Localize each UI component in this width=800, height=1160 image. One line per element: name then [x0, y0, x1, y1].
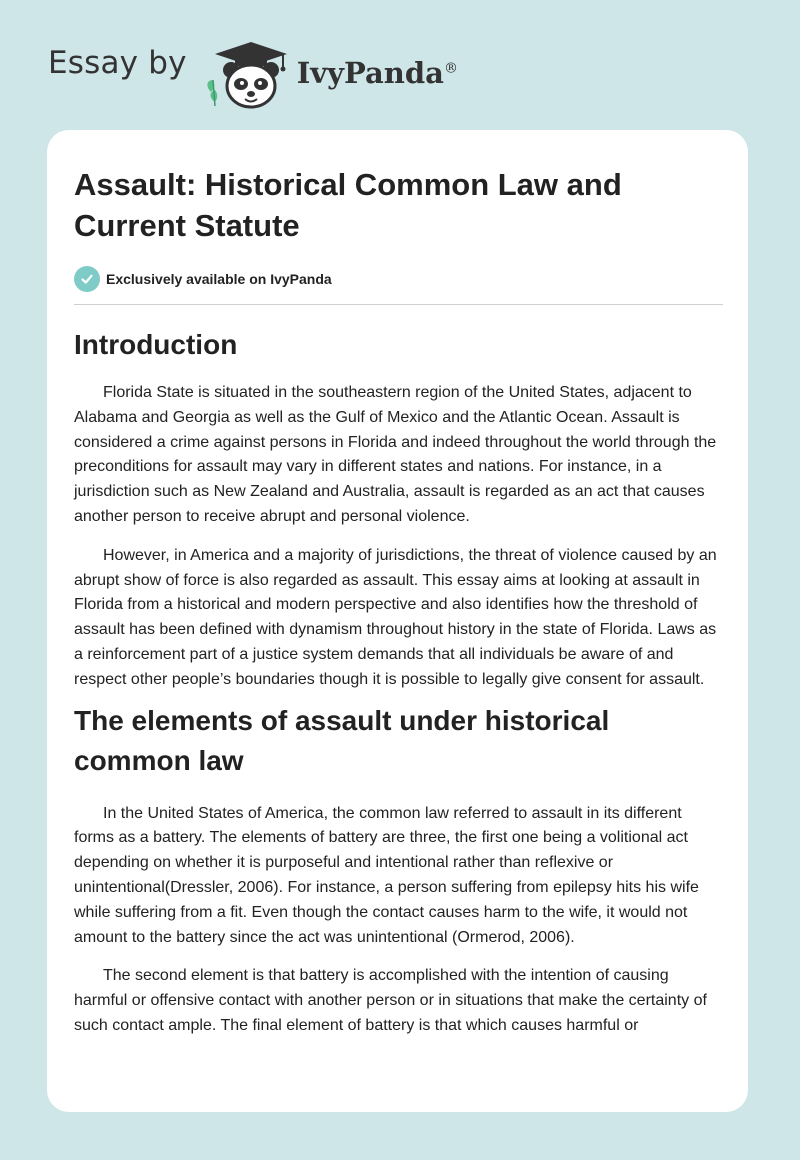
divider — [74, 304, 723, 305]
exclusive-text: Exclusively available on IvyPanda — [106, 271, 332, 287]
essay-title: Assault: Historical Common Law and Current Statute — [74, 167, 622, 243]
essay-content — [74, 130, 723, 1039]
brand-name: IvyPanda® — [296, 56, 458, 90]
paragraph: However, in America and a majority of jurisdictions, the threat of violence caused by an abrupt show of force is also regarded as assault. This essay aims at looking at assault in Florida from a historical and modern perspective and also identifies how the threshold of assault has been defined with dynamism throughout history in the state of Florida. Laws as a reinforcement part of a justice system demands that all individuals be aware of and respect other people’s boundaries though it is possible to legally give consent for assault. — [74, 546, 717, 688]
paragraph: In the United States of America, the common law referred to assault in its different forms as a battery. The elements of battery are three, the first one being a volitional act depending on whether it is purposeful and intentional rather than reflexive or unintentional(Dressler, 2006). For instance, a person suffering from epilepsy hits his wife while suffering from a fit. Even though the contact causes harm to the wife, it would not amount to the battery since the act was unintentional (Ormerod, 2006). — [74, 804, 699, 946]
check-icon — [74, 266, 100, 292]
section-heading: The elements of assault under historical common law — [74, 704, 610, 776]
paragraph: Florida State is situated in the southeastern region of the United States, adjacent to Alabama and Georgia as well as the Gulf of Mexico and the Atlantic Ocean. Assault is considered a crime against persons in Florida and indeed throughout the world through the preconditions for assault may vary in different states and nations. For instance, in a jurisdiction such as New Zealand and Australia, assault is regarded as an act that causes another person to receive abrupt and personal violence. — [74, 384, 717, 525]
exclusive-badge — [74, 266, 723, 292]
paragraph: The second element is that battery is accomplished with the intention of causing harmful or offensive contact with another person or in situations that make the certainty of such contact ample. The final element of battery is that which causes harmful or — [74, 967, 707, 1034]
brand-header[interactable] — [48, 36, 458, 106]
brand-prefix: Essay by — [48, 45, 187, 81]
section-heading: Introduction — [74, 329, 238, 360]
essay-card — [47, 130, 748, 1112]
panda-logo-icon — [201, 40, 293, 110]
